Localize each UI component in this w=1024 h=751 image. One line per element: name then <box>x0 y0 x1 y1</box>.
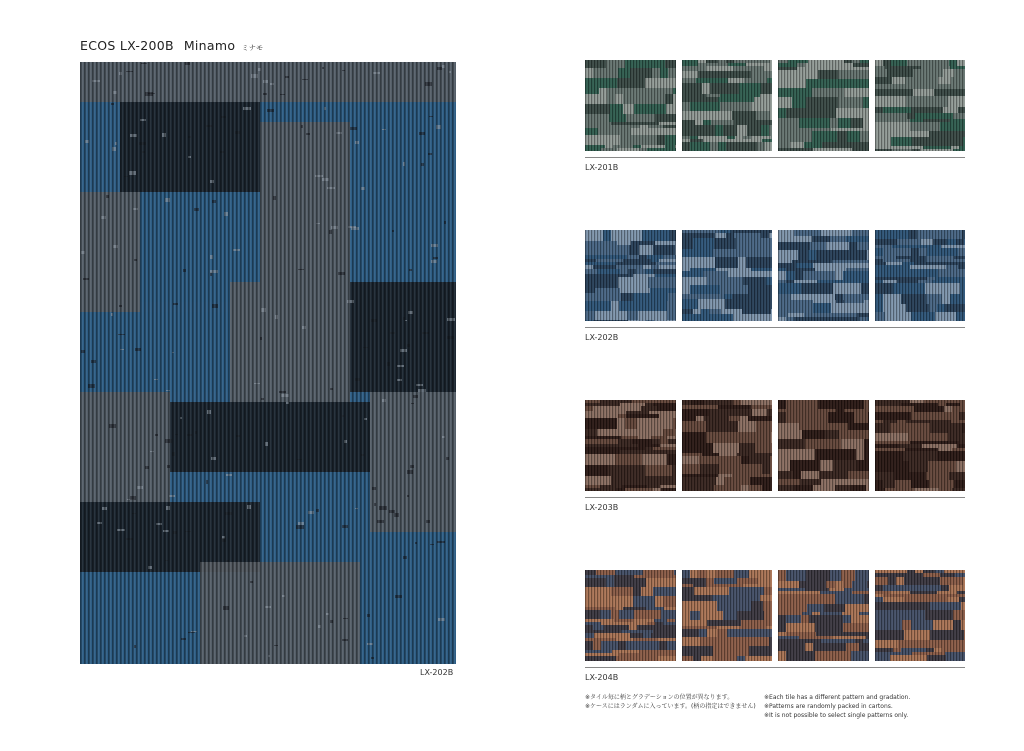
variant-tile <box>682 230 773 321</box>
variant-tiles <box>585 230 965 321</box>
variant-tile <box>682 570 773 661</box>
note-line: ※It is not possible to select single patterns only. <box>764 712 909 719</box>
page-title <box>80 38 263 53</box>
variant-tile <box>585 570 676 661</box>
notes-english <box>764 693 910 720</box>
note-line: ※Each tile has a different pattern and gradation. <box>764 694 911 701</box>
variant-row-lx203b <box>585 400 965 512</box>
variant-code: LX-203B <box>585 503 619 512</box>
variant-tiles <box>585 570 965 661</box>
divider <box>585 497 965 498</box>
note-line: ※タイル毎に柄とグラデーションの位置が異なります。 <box>585 694 734 701</box>
variant-tile <box>585 60 676 151</box>
variant-tile <box>875 570 966 661</box>
variant-tiles <box>585 400 965 491</box>
variant-tile <box>682 60 773 151</box>
variant-tile <box>778 570 869 661</box>
notes-japanese <box>585 693 756 711</box>
product-name: Minamo <box>183 38 236 53</box>
product-name-katakana: ミナモ <box>241 44 264 52</box>
divider <box>585 327 965 328</box>
product-code: ECOS LX-200B <box>80 38 174 53</box>
variant-tile <box>682 400 773 491</box>
variant-tile <box>778 230 869 321</box>
divider <box>585 157 965 158</box>
variant-tile <box>585 230 676 321</box>
variant-code: LX-202B <box>585 333 619 342</box>
variant-tile <box>875 400 966 491</box>
note-line: ※ケースにはランダムに入っています。(柄の指定はできません) <box>585 703 756 710</box>
variant-tile <box>778 400 869 491</box>
variant-tile <box>875 60 966 151</box>
note-line: ※Patterns are randomly packed in cartons. <box>764 703 893 710</box>
variant-row-lx204b <box>585 570 965 682</box>
main-carpet-image <box>80 62 456 664</box>
variant-tile <box>875 230 966 321</box>
variant-tiles <box>585 60 965 151</box>
divider <box>585 667 965 668</box>
main-carpet-label: LX-202B <box>420 668 454 677</box>
variant-row-lx201b <box>585 60 965 172</box>
variant-code: LX-204B <box>585 673 619 682</box>
variant-tile <box>778 60 869 151</box>
main-carpet-pattern <box>80 62 456 664</box>
variant-row-lx202b <box>585 230 965 342</box>
variant-tile <box>585 400 676 491</box>
variant-code: LX-201B <box>585 163 619 172</box>
